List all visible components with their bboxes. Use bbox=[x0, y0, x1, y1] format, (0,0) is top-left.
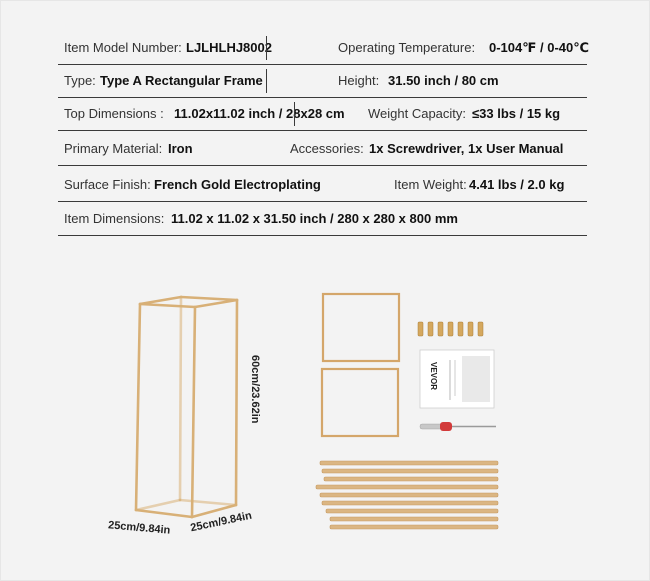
height-value: 31.50 inch / 80 cm bbox=[388, 73, 499, 88]
rod bbox=[320, 493, 498, 497]
material-value: Iron bbox=[168, 141, 193, 156]
frame-bar bbox=[181, 297, 237, 300]
capacity-label: Weight Capacity: bbox=[368, 106, 467, 121]
temp-label: Operating Temperature: bbox=[338, 40, 476, 55]
accessories-value: 1x Screwdriver, 1x User Manual bbox=[369, 141, 564, 156]
rod bbox=[316, 485, 498, 489]
item-dim-value: 11.02 x 11.02 x 31.50 inch / 280 x 280 x 800 mm bbox=[171, 211, 458, 226]
rod bbox=[322, 501, 498, 505]
width-left-dimension-label: 25cm/9.84in bbox=[107, 519, 171, 537]
finish-label: Surface Finish: bbox=[64, 177, 151, 192]
item-dim-label: Item Dimensions: bbox=[64, 211, 165, 226]
accessories-label: Accessories: bbox=[290, 141, 364, 156]
top-dim-value: 11.02x11.02 inch / 28x28 cm bbox=[174, 106, 345, 121]
screw bbox=[458, 322, 463, 336]
rod bbox=[320, 461, 498, 465]
finish-value: French Gold Electroplating bbox=[154, 177, 321, 192]
frame-bar bbox=[195, 300, 237, 307]
width-right-dimension-label: 25cm/9.84in bbox=[189, 509, 253, 535]
temp-value: 0-104℉ / 0-40℃ bbox=[489, 40, 589, 55]
model-value: LJLHLHJ8002 bbox=[186, 40, 272, 55]
top-dim-label: Top Dimensions : bbox=[64, 106, 164, 121]
model-label: Item Model Number: bbox=[64, 40, 182, 55]
height-dimension-label: 60cm/23.62in bbox=[249, 355, 261, 424]
frame-bar bbox=[136, 510, 192, 517]
screwdriver-icon bbox=[420, 422, 496, 431]
height-label: Height: bbox=[338, 73, 380, 88]
top-square-frame bbox=[323, 294, 399, 361]
rod bbox=[326, 509, 498, 513]
rod bbox=[330, 517, 498, 521]
weight-label: Item Weight: bbox=[394, 177, 467, 192]
material-label: Primary Material: bbox=[64, 141, 163, 156]
rod bbox=[322, 469, 498, 473]
frame-bar-rear bbox=[136, 500, 180, 510]
frame-bar bbox=[136, 304, 140, 510]
rod bbox=[324, 477, 498, 481]
screw bbox=[468, 322, 473, 336]
frame-bar bbox=[236, 300, 237, 505]
type-label: Type: bbox=[64, 73, 96, 88]
weight-value: 4.41 lbs / 2.0 kg bbox=[469, 177, 565, 192]
screw bbox=[448, 322, 453, 336]
rod-bundle bbox=[316, 461, 498, 529]
manual-brand: VEVOR bbox=[429, 362, 438, 391]
bottom-square-frame bbox=[322, 369, 398, 436]
frame-bar-rear bbox=[180, 297, 181, 500]
type-value: Type A Rectangular Frame bbox=[100, 73, 263, 88]
frame-bar bbox=[192, 307, 195, 517]
screw bbox=[478, 322, 483, 336]
rod bbox=[330, 525, 498, 529]
screw bbox=[428, 322, 433, 336]
capacity-value: ≤33 lbs / 15 kg bbox=[472, 106, 561, 121]
frame-bar-rear bbox=[180, 500, 236, 505]
screw bbox=[438, 322, 443, 336]
frame-bar bbox=[140, 297, 181, 304]
screw bbox=[418, 322, 423, 336]
frame-bar bbox=[140, 304, 195, 307]
